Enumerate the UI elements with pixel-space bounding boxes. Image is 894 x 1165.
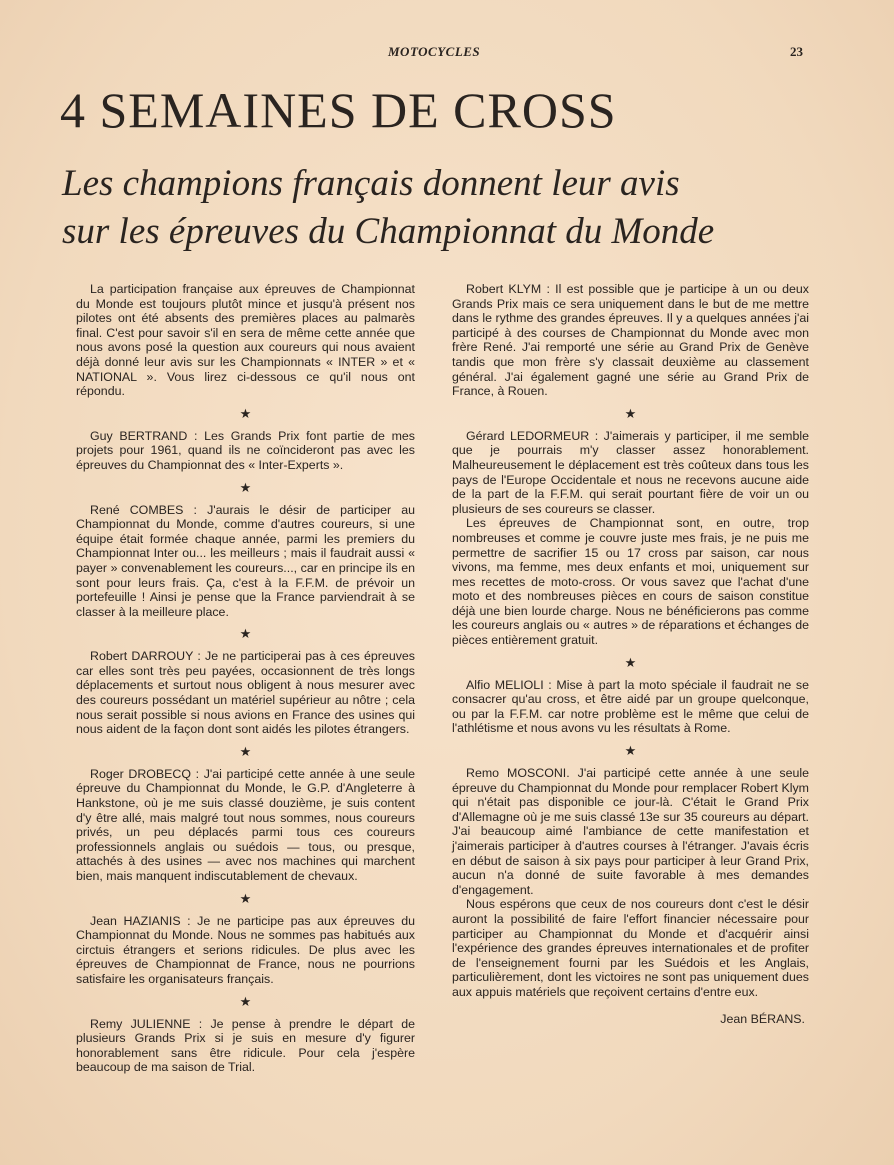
article-title: 4 SEMAINES DE CROSS <box>60 82 617 138</box>
star-separator: ★ <box>239 743 252 759</box>
right-column <box>452 282 809 1026</box>
response-bertrand: Guy BERTRAND : Les Grands Prix font partie de mes projets pour 1961, quand ils ne coïncideront pas avec les épreuves du Championnat des « Inter-Experts ». <box>76 428 415 472</box>
subtitle-line-1: Les champions français donnent leur avis <box>62 163 680 204</box>
response-darrouy: Robert DARROUY : Je ne participerai pas à ces épreuves car elles sont très peu payées, occasionnent de très longs déplacements et surtout nous obligent à nous mesurer avec des coureurs possédant un matériel supérieur au nôtre ; cela nous serait possible si nous avions en France des usines qui nous aident de la façon dont sont aidés les pilotes étrangers. <box>76 649 415 737</box>
response-ledormeur: Gérard LEDORMEUR : J'aimerais y participer, il me semble que je pourrais m'y classer assez honorablement. Malheureusement le déplacement est très coûteux dans tous les pays de l'Europe Occidentale et nous ne recevons aucune aide de la part de la F.F.M. qui serait pourtant fière de voir un ou plusieurs de ses coureurs se classer. <box>452 428 809 516</box>
star-separator: ★ <box>239 993 252 1009</box>
subtitle-line-2: sur les épreuves du Championnat du Monde <box>62 211 715 252</box>
left-column <box>76 282 415 1075</box>
response-mosconi: Remo MOSCONI. J'ai participé cette année à une seule épreuve du Championnat du Monde pour remplacer Robert Klym qui n'était pas disponible ce jour-là. C'était le Grand Prix d'Allemagne où je me suis classé 13e sur 35 coureurs au départ. J'ai beaucoup aimé l'ambiance de cette manifestation et j'aimerais participer à d'autres courses à l'étranger. J'avais écris en début de saison à six pays pour participer à leur Grand Prix, aucun n'a donné de suite favorable à mes demandes d'engagement. <box>452 766 809 897</box>
running-head <box>0 44 894 64</box>
star-separator: ★ <box>239 405 252 421</box>
conclusion-paragraph: Nous espérons que ceux de nos coureurs dont c'est le désir auront la possibilité de faire l'effort financier nécessaire pour participer au Championnat du Monde et d'acquérir ainsi l'expérience des grandes épreuves internationales et de profiter de l'enseignement fourni par les Suédois et les Anglais, particulièrement, dont les victoires ne sont pas uniquement dues aux appuis matériels que reçoivent certains d'entre eux. <box>452 897 809 999</box>
response-combes: René COMBES : J'aurais le désir de participer au Championnat du Monde, comme d'autres coureurs, si une équipe était formée chaque année, parmi les premiers du Championnat Inter ou... les meilleurs ; mais il faudrait aussi « payer » convenablement les coureurs..., car en principe ils en sont pour leurs frais. Ça, c'est à la F.F.M. de prévoir un portefeuille ! Ainsi je pense que la France parviendrait à se classer à la meilleure place. <box>76 502 415 619</box>
response-ledormeur-continued: Les épreuves de Championnat sont, en outre, trop nombreuses et comme je couvre juste mes frais, je ne puis me permettre de sacrifier 15 ou 17 cross par saison, car nous vivons, ma femme, mes deux enfants et moi, uniquement sur mes recettes de moto-cross. Or vous savez que l'achat d'une moto et des nombreuses pièces en cours de saison constitue déjà une bien lourde charge. Nous ne bénéficierons pas comme les coureurs anglais ou « autres » de réparations et échanges de pièces entièrement gratuit. <box>452 516 809 648</box>
star-separator: ★ <box>624 654 637 670</box>
response-hazianis: Jean HAZIANIS : Je ne participe pas aux épreuves du Championnat du Monde. Nous ne sommes pas habitués aux circtuis étrangers et serions ridicules. De plus avec les épreuves de Championnat de France, nous ne pourrions satisfaire les organisateurs français. <box>76 913 415 986</box>
star-separator: ★ <box>239 626 252 642</box>
author-signature: Jean BÉRANS. <box>720 1011 805 1026</box>
intro-paragraph: La participation française aux épreuves de Championnat du Monde est toujours plutôt mince et jusqu'à présent nos pilotes ont été absents des premières places au palmarès final. C'est pour savoir s'il en sera de même cette année que nous avons posé la question aux coureurs qui nous avaient déjà donné leur avis sur les Championnats « INTER » et « NATIONAL ». Vous lirez ci-dessous ce qu'il nous ont répondu. <box>76 282 415 399</box>
page-number: 23 <box>790 44 803 59</box>
star-separator: ★ <box>624 743 637 759</box>
response-melioli: Alfio MELIOLI : Mise à part la moto spéciale il faudrait ne se consacrer qu'au cross, et être aidé par un groupe quelconque, ou par la F.F.M. car notre problème est le même que celui de l'athlétisme et nous avons vu les résultats à Rome. <box>452 677 809 736</box>
star-separator: ★ <box>239 890 252 906</box>
response-julienne: Remy JULIENNE : Je pense à prendre le départ de plusieurs Grands Prix si je suis en mesure d'y figurer honorablement sans être ridicule. Pour cela j'espère beaucoup de ma saison de Trial. <box>76 1016 415 1075</box>
star-separator: ★ <box>239 479 252 495</box>
article-subtitle <box>62 160 852 256</box>
star-separator: ★ <box>624 405 637 421</box>
running-title: MOTOCYCLES <box>388 44 481 59</box>
response-klym: Robert KLYM : Il est possible que je participe à un ou deux Grands Prix mais ce sera uniquement dans le but de me mettre dans le rythme des grandes épreuves. Il y a quelques années j'ai participé à des courses de Championnat du Monde avec mon frère René. J'ai remporté une série au Grand Prix de Genève tandis que mon frère s'y classait deuxième au classement général. J'ai également gagné une série au Grand Prix de France, à Rouen. <box>452 282 809 399</box>
response-drobecq: Roger DROBECQ : J'ai participé cette année à une seule épreuve du Championnat du Monde, le G.P. d'Angleterre à Hankstone, où je me suis classé douzième, je suis content d'y être allé, mais malgré tout nous sommes, nous coureurs privés, un peu déplacés parmi tous ces coureurs professionnels anglais ou suédois — tous, ou presque, attachés à des usines — avec nos machines qui marchent bien, mais manquent indiscutablement de chevaux. <box>76 766 415 883</box>
